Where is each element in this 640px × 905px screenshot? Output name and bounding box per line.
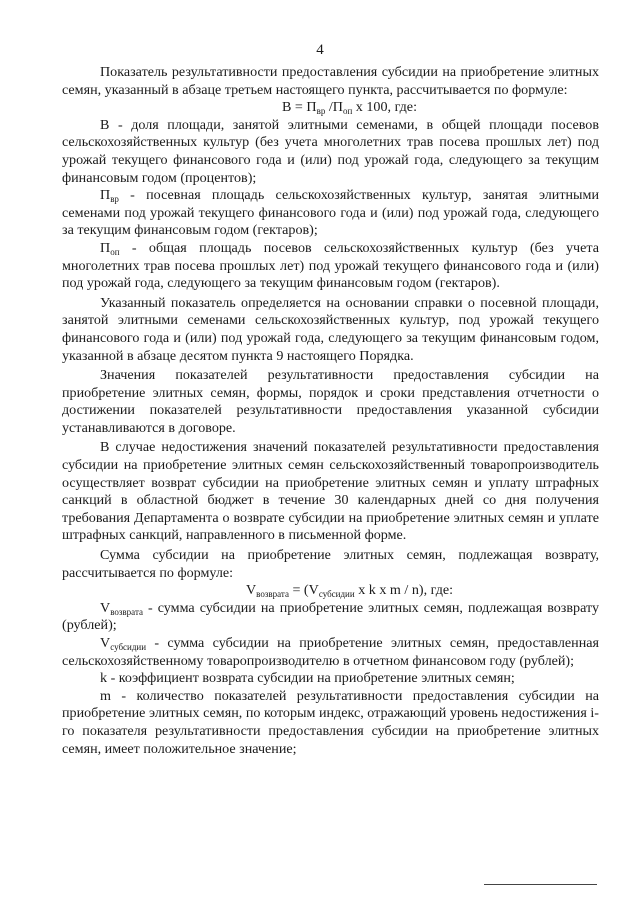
paragraph-def-pop [62, 240, 599, 293]
paragraph-basis: Указанный показатель определяется на основании справки о посевной площади, занятой элитными семенами сельскохозяйственных культур, под урожай текущего финансового года и (или) под урожай года, следующего за текущим финансовым годом, указанной в абзаце десятом пункта 9 настоящего Порядка. [62, 294, 599, 364]
def-vvozvrata-text: - сумма субсидии на приобретение элитных семян, подлежащая возврату (рублей); [62, 599, 599, 634]
footer-rule [484, 884, 597, 885]
document-body [62, 64, 599, 758]
formula-b [62, 99, 599, 117]
formula-refund-sub-vozvrata: возврата [256, 589, 289, 600]
paragraph-def-pvr [62, 187, 599, 240]
formula-b-sub-vr: вр [316, 106, 326, 117]
def-pvr-subscript: вр [110, 194, 119, 205]
paragraph-intro: Показатель результативности предоставления субсидии на приобретение элитных семян, указанный в абзаце третьем настоящего пункта, рассчитывается по формуле: [62, 64, 599, 98]
def-pop-subscript: оп [110, 246, 120, 257]
def-vvozvrata-subscript: возврата [110, 606, 143, 617]
paragraph-refund: В случае недостижения значений показателей результативности предоставления субсидии на приобретение элитных семян сельскохозяйственный товаропроизводитель осуществляет возврат субсидии на приобретение элитных семян и уплату штрафных санкций в областной бюджет в течение 30 календарных дней со дня получения требования Департамента о возврате субсидии на приобретение элитных семян и уплате штрафных санкций, направленного в письменной форме. [62, 439, 599, 544]
paragraph-def-k: k - коэффициент возврата субсидии на приобретение элитных семян; [100, 670, 515, 687]
paragraph-def-vvozvrata [62, 600, 599, 635]
formula-b-lhs: В = П [282, 99, 317, 116]
formula-b-rhs: х 100, где: [352, 99, 417, 116]
formula-refund-v: V [245, 582, 257, 599]
def-vsubsidii-subscript: субсидии [110, 642, 147, 652]
paragraph-values: Значения показателей результативности предоставления субсидии на приобретение элитных семян, формы, порядок и сроки представления отчетности о достижении показателей результативности предоставления указанной субсидии устанавливаются в договоре. [62, 367, 599, 436]
formula-refund [62, 582, 599, 600]
page-number: 4 [316, 42, 324, 58]
paragraph-def-m: m - количество показателей результативности предоставления субсидии на приобретение элитных семян, по которым индекс, отражающий уровень недостижения i-го показателя результативности предоставления субсидии на приобретение элитных семян, имеет положительное значение; [62, 687, 599, 757]
def-pop-symbol: П [100, 239, 111, 256]
formula-refund-sub-subsidii: субсидии [318, 589, 355, 600]
formula-b-sub-op: оп [342, 106, 353, 117]
paragraph-def-vsubsidii [62, 635, 599, 670]
def-pop-text: - общая площадь посевов сельскохозяйственных культур (без учета многолетних трав посева прошлых лет) под урожай текущего финансового года и (или) под урожай года, следующего за текущим финансовым годом (гектаров). [62, 239, 599, 292]
def-vsubsidii-text: - сумма субсидии на приобретение элитных семян, предоставленная сельскохозяйственному товаропроизводителю в отчетном финансовом году (рублей); [62, 635, 599, 669]
formula-refund-rest: x k x m / n), где: [354, 582, 454, 599]
def-pvr-text: - посевная площадь сельскохозяйственных культур, занятая элитными семенами под урожай текущего финансового года и (или) под урожай года, следующего за текущим финансовым годом (гектаров); [62, 187, 599, 239]
paragraph-refund-sum: Сумма субсидии на приобретение элитных семян, подлежащая возврату, рассчитывается по формуле: [62, 547, 599, 581]
formula-refund-eq: = (V [288, 582, 319, 599]
def-vvozvrata-symbol: V [100, 599, 111, 616]
def-pvr-symbol: П [100, 187, 111, 204]
paragraph-def-b: В - доля площади, занятой элитными семенами, в общей площади посевов сельскохозяйственных культур (без учета многолетних трав посева прошлых лет) под урожай текущего финансового года и (или) под урожай года, следующего за текущим финансовым годом (процентов); [62, 116, 599, 186]
formula-b-mid: /П [325, 99, 343, 116]
def-vsubsidii-symbol: V [100, 635, 111, 651]
